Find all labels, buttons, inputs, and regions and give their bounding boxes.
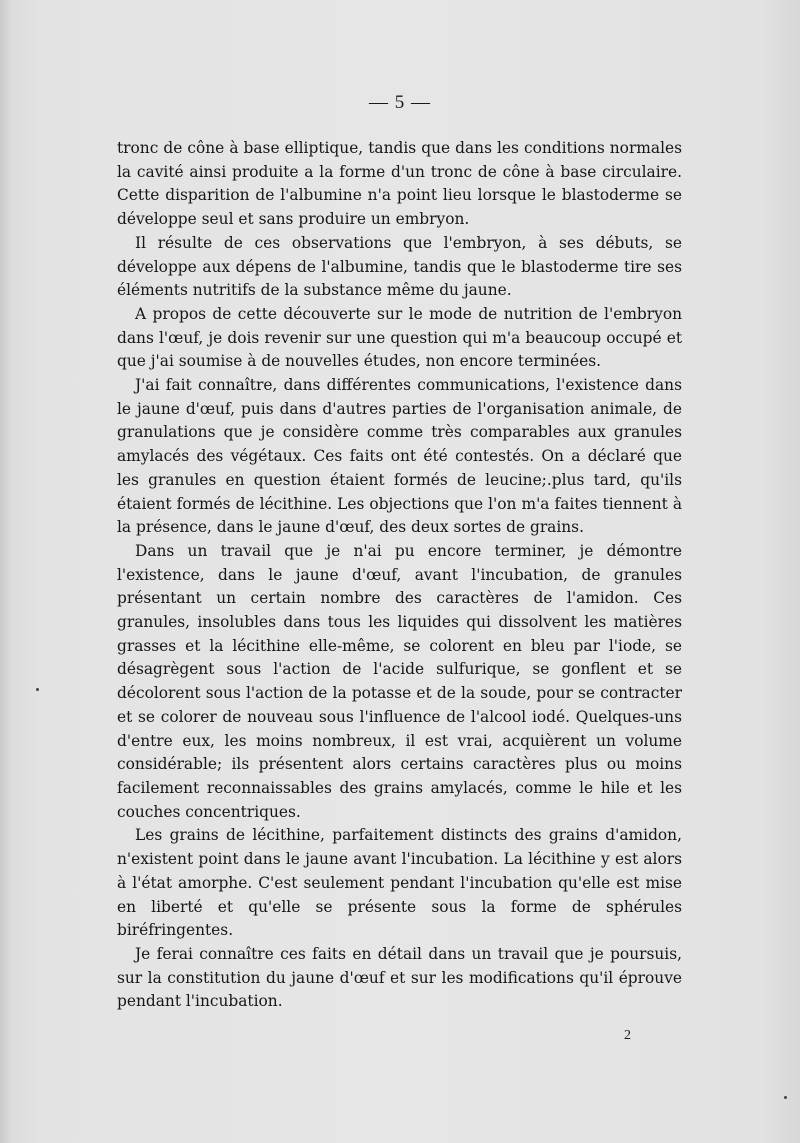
paragraph-7: Je ferai connaître ces faits en détail dans un travail que je poursuis, sur la constitution du jaune d'œuf et sur les modifications qu'il éprouve pendant l'incubation.	[117, 944, 682, 1011]
paragraph-5: Dans un travail que je n'ai pu encore terminer, je démontre l'existence, dans le jaune d'œuf, avant l'incubation, de granules présentant un certain nombre des caractères de l'amidon. Ces granules, insolubles dans tous les liquides qui dissolvent les matières grasses et la lécithine elle-même, se colorent en bleu par l'iode, se désagrègent sous l'action de l'acide sulfurique, se gonflent et se décolorent sous l'action de la potasse et de la soude, pour se contracter et se colorer de nouveau sous l'influence de l'alcool iodé. Quelques-uns d'entre eux, les moins nombreux, il est vrai, acquièrent un volume considérable; ils présentent alors certains caractères plus ou moins facilement reconnaissables des grains amylacés, comme le hile et les couches concentriques.	[117, 541, 682, 821]
paragraph-3: A propos de cette découverte sur le mode de nutrition de l'embryon dans l'œuf, je dois revenir sur une question qui m'a beaucoup occupé et que j'ai soumise à de nouvelles études, non encore terminées.	[117, 304, 682, 371]
scan-speck	[784, 1096, 787, 1099]
paragraph-2: Il résulte de ces observations que l'embryon, à ses débuts, se développe aux dépens de l'albumine, tandis que le blastoderme tire ses éléments nutritifs de la substance même du jaune.	[117, 233, 682, 300]
body-text	[117, 137, 682, 1014]
signature-mark: 2	[624, 1028, 631, 1043]
page-number-header: — 5 —	[369, 92, 431, 113]
scan-speck	[36, 688, 39, 691]
paragraph-6: Les grains de lécithine, parfaitement distincts des grains d'amidon, n'existent point dans le jaune avant l'incubation. La lécithine y est alors à l'état amorphe. C'est seulement pendant l'incubation qu'elle est mise en liberté et qu'elle se présente sous la forme de sphérules biréfringentes.	[117, 826, 682, 940]
paragraph-4: J'ai fait connaître, dans différentes communications, l'existence dans le jaune d'œuf, puis dans d'autres parties de l'organisation animale, de granulations que je considère comme très comparables aux granules amylacés des végétaux. Ces faits ont été contestés. On a déclaré que les granules en question étaient formés de leucine;.plus tard, qu'ils étaient formés de lécithine. Les objections que l'on m'a faites tiennent à la présence, dans le jaune d'œuf, des deux sortes de grains.	[117, 376, 682, 537]
paragraph-1: tronc de cône à base elliptique, tandis que dans les conditions normales la cavité ainsi produite a la forme d'un tronc de cône à base circulaire. Cette disparition de l'albumine n'a point lieu lorsque le blastoderme se développe seul et sans produire un embryon.	[117, 139, 682, 229]
